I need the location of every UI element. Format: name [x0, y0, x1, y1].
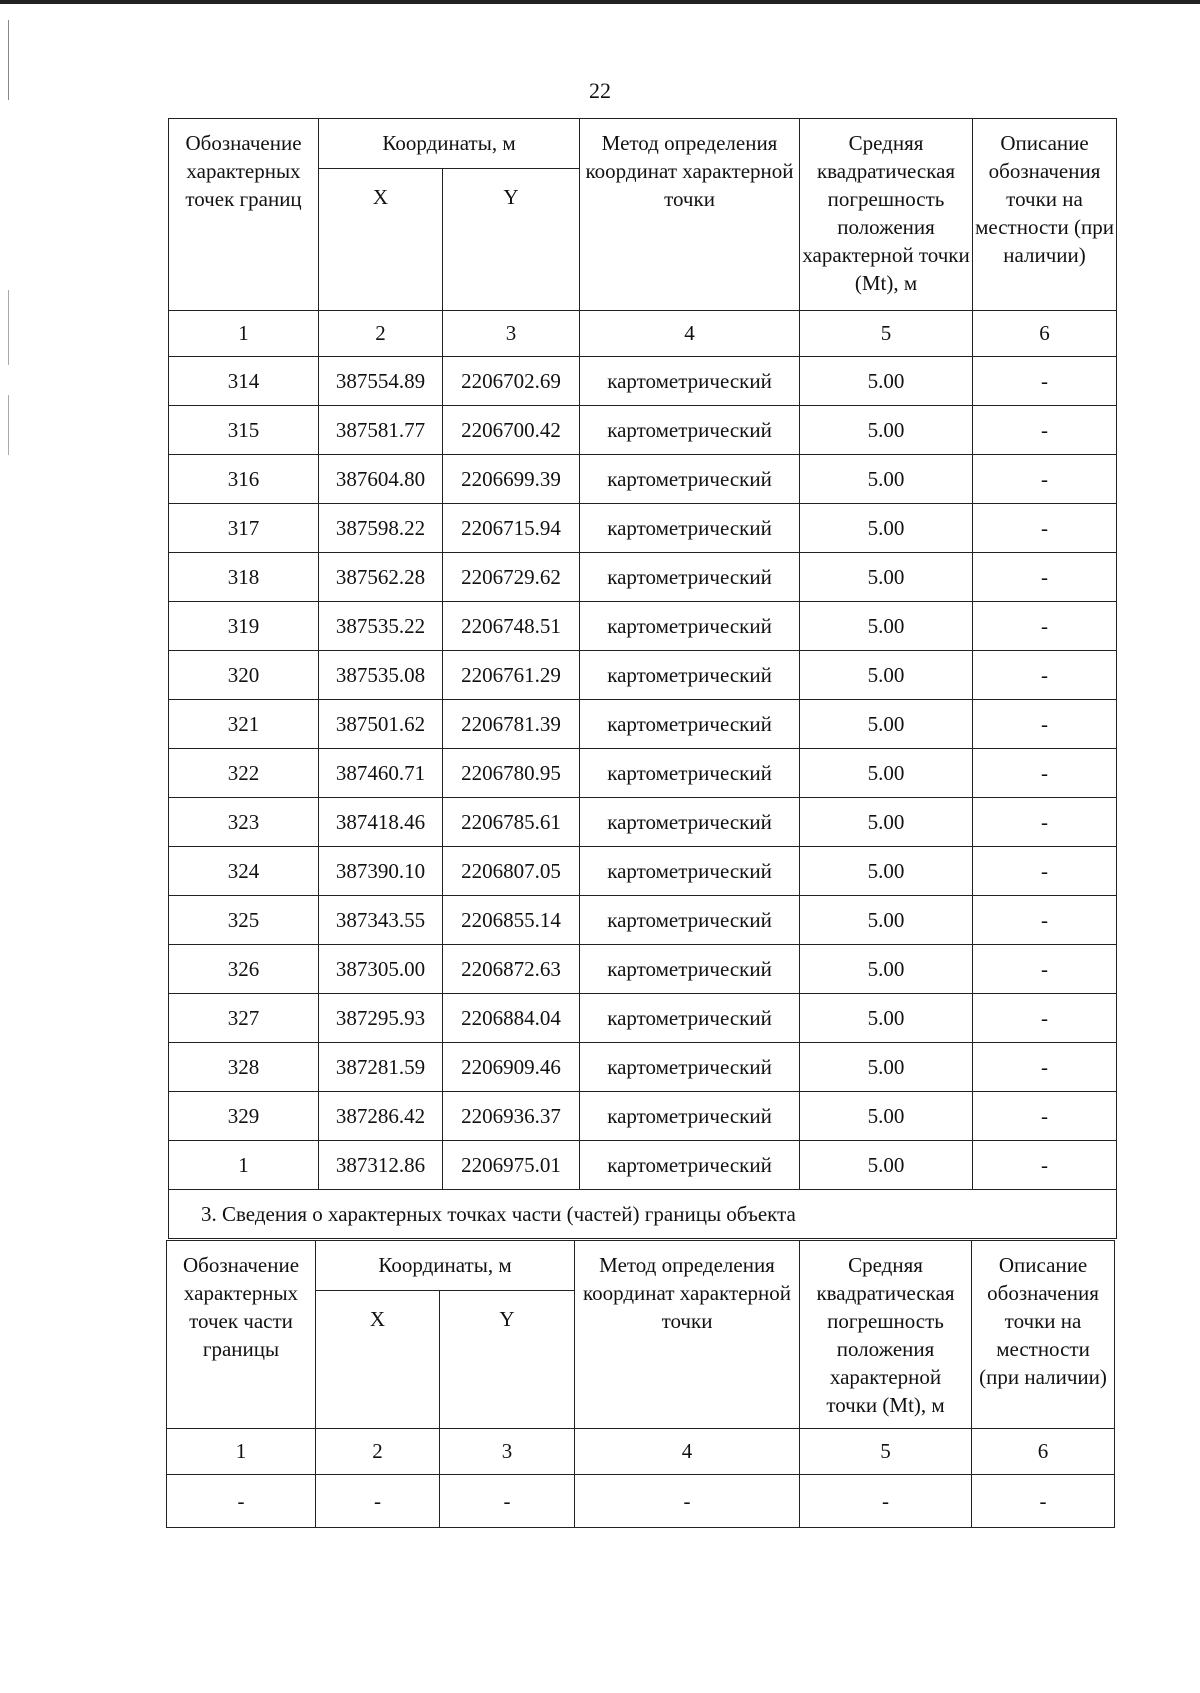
method: картометрический: [580, 455, 800, 504]
error-value: 5.00: [800, 700, 973, 749]
header-description: Описание обозначения точки на местности (при наличии): [973, 119, 1117, 311]
point-id: 327: [169, 994, 319, 1043]
description: -: [973, 1141, 1117, 1190]
x-value: 387604.80: [319, 455, 443, 504]
y-value: 2206855.14: [443, 896, 580, 945]
column-number: 1: [167, 1429, 316, 1475]
header-coordinates: Координаты, м: [319, 119, 580, 169]
point-id: 323: [169, 798, 319, 847]
x-value: 387295.93: [319, 994, 443, 1043]
y-value: 2206785.61: [443, 798, 580, 847]
table-row: [169, 1092, 1117, 1141]
error-value: 5.00: [800, 994, 973, 1043]
error-value: 5.00: [800, 406, 973, 455]
x-value: 387460.71: [319, 749, 443, 798]
x-value: 387286.42: [319, 1092, 443, 1141]
column-number: 5: [800, 1429, 972, 1475]
y-value: 2206700.42: [443, 406, 580, 455]
boundary-part-points-table: [166, 1240, 1115, 1528]
x-value: 387343.55: [319, 896, 443, 945]
table-row: [169, 1141, 1117, 1190]
y-value: 2206761.29: [443, 651, 580, 700]
description: -: [973, 847, 1117, 896]
point-id: 317: [169, 504, 319, 553]
method: картометрический: [580, 651, 800, 700]
method: картометрический: [580, 1141, 800, 1190]
y-value: 2206699.39: [443, 455, 580, 504]
table-row: [169, 602, 1117, 651]
table-row: [167, 1475, 1115, 1528]
column-number: 2: [316, 1429, 440, 1475]
header-y: Y: [440, 1291, 575, 1429]
scan-mark: [8, 395, 9, 455]
method: картометрический: [580, 945, 800, 994]
column-number: 5: [800, 311, 973, 357]
table-row: [169, 994, 1117, 1043]
method: картометрический: [580, 749, 800, 798]
error-value: 5.00: [800, 651, 973, 700]
y-value: 2206781.39: [443, 700, 580, 749]
method: картометрический: [580, 1092, 800, 1141]
x-value: 387312.86: [319, 1141, 443, 1190]
error-value: 5.00: [800, 1141, 973, 1190]
column-number: 1: [169, 311, 319, 357]
header-coordinates: Координаты, м: [316, 1241, 575, 1291]
method: картометрический: [580, 504, 800, 553]
x-value: 387581.77: [319, 406, 443, 455]
y-value: 2206936.37: [443, 1092, 580, 1141]
header-x: X: [319, 169, 443, 311]
table-row: [169, 798, 1117, 847]
empty-cell: -: [575, 1475, 800, 1528]
point-id: 322: [169, 749, 319, 798]
empty-cell: -: [800, 1475, 972, 1528]
table-row: [169, 357, 1117, 406]
y-value: 2206807.05: [443, 847, 580, 896]
table-row: [169, 896, 1117, 945]
scan-mark: [8, 290, 9, 365]
table-row: [169, 847, 1117, 896]
header-point-designation: Обозначение характерных точек границ: [169, 119, 319, 311]
point-id: 320: [169, 651, 319, 700]
section-title: 3. Сведения о характерных точках части (частей) границы объекта: [169, 1190, 1117, 1239]
error-value: 5.00: [800, 455, 973, 504]
point-id: 324: [169, 847, 319, 896]
method: картометрический: [580, 847, 800, 896]
header-y: Y: [443, 169, 580, 311]
x-value: 387281.59: [319, 1043, 443, 1092]
point-id: 314: [169, 357, 319, 406]
table-row: [169, 945, 1117, 994]
method: картометрический: [580, 798, 800, 847]
x-value: 387305.00: [319, 945, 443, 994]
column-number: 2: [319, 311, 443, 357]
point-id: 316: [169, 455, 319, 504]
table-row: [169, 749, 1117, 798]
x-value: 387562.28: [319, 553, 443, 602]
header-method: Метод определения координат характерной точки: [575, 1241, 800, 1429]
description: -: [973, 798, 1117, 847]
y-value: 2206748.51: [443, 602, 580, 651]
description: -: [973, 1092, 1117, 1141]
header-method: Метод определения координат характерной точки: [580, 119, 800, 311]
column-number: 4: [575, 1429, 800, 1475]
description: -: [973, 945, 1117, 994]
error-value: 5.00: [800, 749, 973, 798]
y-value: 2206729.62: [443, 553, 580, 602]
x-value: 387501.62: [319, 700, 443, 749]
header-error: Средняя квадратическая погрешность положения характерной точки (Mt), м: [800, 1241, 972, 1429]
error-value: 5.00: [800, 1092, 973, 1141]
column-number: 3: [443, 311, 580, 357]
point-id: 1: [169, 1141, 319, 1190]
scan-edge-top: [0, 0, 1200, 4]
point-id: 325: [169, 896, 319, 945]
method: картометрический: [580, 602, 800, 651]
table-row: [169, 1043, 1117, 1092]
x-value: 387598.22: [319, 504, 443, 553]
x-value: 387535.08: [319, 651, 443, 700]
boundary-points-table: [168, 118, 1117, 1239]
empty-cell: -: [440, 1475, 575, 1528]
description: -: [973, 357, 1117, 406]
point-id: 328: [169, 1043, 319, 1092]
method: картометрический: [580, 1043, 800, 1092]
y-value: 2206909.46: [443, 1043, 580, 1092]
table-row: [169, 406, 1117, 455]
table-row: [169, 504, 1117, 553]
error-value: 5.00: [800, 1043, 973, 1092]
description: -: [973, 406, 1117, 455]
description: -: [973, 504, 1117, 553]
column-number: 6: [972, 1429, 1115, 1475]
method: картометрический: [580, 553, 800, 602]
error-value: 5.00: [800, 357, 973, 406]
description: -: [973, 1043, 1117, 1092]
table-row: [169, 651, 1117, 700]
y-value: 2206780.95: [443, 749, 580, 798]
header-error: Средняя квадратическая погрешность положения характерной точки (Mt), м: [800, 119, 973, 311]
table-row: [169, 455, 1117, 504]
y-value: 2206715.94: [443, 504, 580, 553]
description: -: [973, 651, 1117, 700]
method: картометрический: [580, 406, 800, 455]
empty-cell: -: [167, 1475, 316, 1528]
description: -: [973, 700, 1117, 749]
error-value: 5.00: [800, 896, 973, 945]
point-id: 329: [169, 1092, 319, 1141]
y-value: 2206975.01: [443, 1141, 580, 1190]
error-value: 5.00: [800, 798, 973, 847]
point-id: 318: [169, 553, 319, 602]
x-value: 387535.22: [319, 602, 443, 651]
description: -: [973, 602, 1117, 651]
method: картометрический: [580, 700, 800, 749]
error-value: 5.00: [800, 504, 973, 553]
page-number: 22: [589, 78, 611, 103]
description: -: [973, 455, 1117, 504]
y-value: 2206884.04: [443, 994, 580, 1043]
table-row: [169, 700, 1117, 749]
column-number: 3: [440, 1429, 575, 1475]
point-id: 326: [169, 945, 319, 994]
method: картометрический: [580, 994, 800, 1043]
x-value: 387390.10: [319, 847, 443, 896]
point-id: 319: [169, 602, 319, 651]
header-x: X: [316, 1291, 440, 1429]
column-number: 4: [580, 311, 800, 357]
y-value: 2206872.63: [443, 945, 580, 994]
y-value: 2206702.69: [443, 357, 580, 406]
table-row: [169, 553, 1117, 602]
error-value: 5.00: [800, 553, 973, 602]
empty-cell: -: [316, 1475, 440, 1528]
error-value: 5.00: [800, 602, 973, 651]
header-description: Описание обозначения точки на местности (при наличии): [972, 1241, 1115, 1429]
x-value: 387418.46: [319, 798, 443, 847]
column-number: 6: [973, 311, 1117, 357]
header-point-designation: Обозначение характерных точек части границы: [167, 1241, 316, 1429]
description: -: [973, 994, 1117, 1043]
x-value: 387554.89: [319, 357, 443, 406]
description: -: [973, 749, 1117, 798]
method: картометрический: [580, 896, 800, 945]
empty-cell: -: [972, 1475, 1115, 1528]
description: -: [973, 896, 1117, 945]
error-value: 5.00: [800, 945, 973, 994]
error-value: 5.00: [800, 847, 973, 896]
method: картометрический: [580, 357, 800, 406]
description: -: [973, 553, 1117, 602]
point-id: 321: [169, 700, 319, 749]
point-id: 315: [169, 406, 319, 455]
